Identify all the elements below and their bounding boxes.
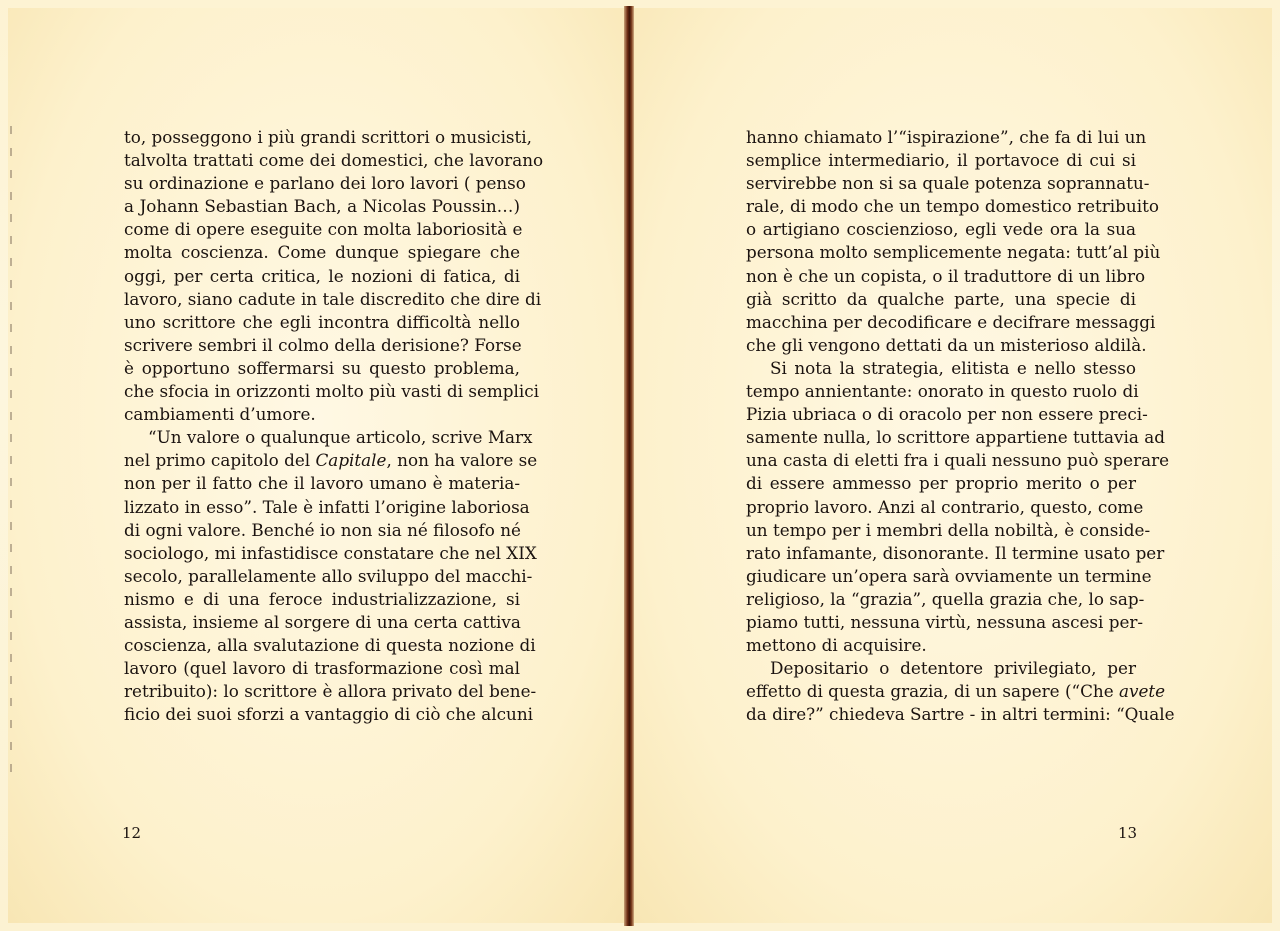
text-line: un tempo per i membri della nobiltà, è conside-	[746, 519, 1151, 540]
text-line: come di opere eseguite con molta laboriosità e	[124, 219, 523, 240]
text-line: lizzato in esso”. Tale è infatti l’origine laboriosa	[124, 496, 530, 517]
text-line: tempo annientante: onorato in questo ruolo di	[746, 381, 1139, 402]
text-line: assista, insieme al sorgere di una certa cattiva	[124, 611, 521, 632]
text-line: talvolta trattati come dei domestici, che lavorano	[124, 150, 544, 171]
text-line: molta coscienza. Come dunque spiegare che	[124, 242, 520, 263]
text-line: non per il fatto che il lavoro umano è materia-	[124, 473, 520, 494]
text-line: effetto di questa grazia, di un sapere (“Che avete	[746, 681, 1166, 702]
text-line: nismo e di una feroce industrializzazione, si	[124, 588, 520, 609]
left-page-number: 12	[122, 824, 142, 842]
text-line: piamo tutti, nessuna virtù, nessuna ascesi per-	[746, 611, 1144, 632]
text-line: samente nulla, lo scrittore appartiene tuttavia ad	[746, 427, 1165, 448]
text-line: non è che un copista, o il traduttore di un libro	[746, 265, 1146, 286]
text-line: rale, di modo che un tempo domestico retribuito	[746, 196, 1159, 217]
text-line: retribuito): lo scrittore è allora privato del bene-	[124, 681, 537, 702]
text-line: religioso, la “grazia”, quella grazia che, lo sap-	[746, 588, 1145, 609]
text-line: nel primo capitolo del Capitale, non ha valore se	[124, 450, 538, 471]
text-line: coscienza, alla svalutazione di questa nozione di	[124, 635, 536, 656]
text-line: sociologo, mi infastidisce constatare che nel XIX	[124, 542, 537, 563]
text-line: Pizia ubriaca o di oracolo per non essere preci-	[746, 404, 1148, 425]
text-line: giudicare un’opera sarà ovviamente un termine	[746, 565, 1152, 586]
right-page-body-text	[746, 126, 1175, 726]
text-line: macchina per decodificare e decifrare messaggi	[746, 311, 1156, 332]
text-line: hanno chiamato l’“ispirazione”, che fa di lui un	[746, 127, 1147, 147]
text-line: Depositario o detentore privilegiato, per	[770, 658, 1136, 679]
text-line: da dire?” chiedeva Sartre - in altri termini: “Quale	[746, 704, 1175, 725]
text-line: una casta di eletti fra i quali nessuno può sperare	[746, 450, 1170, 471]
text-line: oggi, per certa critica, le nozioni di fatica, di	[124, 265, 520, 286]
text-line: to, posseggono i più grandi scrittori o musicisti,	[124, 127, 532, 147]
text-line: a Johann Sebastian Bach, a Nicolas Poussin…)	[124, 196, 520, 217]
text-line: servirebbe non si sa quale potenza soprannatu-	[746, 173, 1150, 194]
text-line: persona molto semplicemente negata: tutt’al più	[746, 242, 1161, 263]
text-line: scrivere sembri il colmo della derisione? Forse	[124, 334, 522, 355]
text-line: di ogni valore. Benché io non sia né filosofo né	[124, 519, 521, 540]
text-line: lavoro (quel lavoro di trasformazione così mal	[124, 658, 520, 679]
left-page	[8, 8, 624, 923]
text-line: lavoro, siano cadute in tale discredito che dire di	[124, 288, 542, 309]
text-line: mettono di acquisire.	[746, 635, 927, 656]
text-line: uno scrittore che egli incontra difficoltà nello	[124, 311, 520, 332]
text-line: ficio dei suoi sforzi a vantaggio di ciò che alcuni	[124, 704, 534, 725]
text-line: o artigiano coscienzioso, egli vede ora la sua	[746, 219, 1136, 240]
text-line: proprio lavoro. Anzi al contrario, questo, come	[746, 496, 1144, 517]
text-line: secolo, parallelamente allo sviluppo del macchi-	[124, 565, 533, 586]
text-line: semplice intermediario, il portavoce di cui si	[746, 150, 1136, 171]
text-line: “Un valore o qualunque articolo, scrive Marx	[148, 427, 533, 448]
text-line: Si nota la strategia, elitista e nello stesso	[770, 357, 1136, 378]
text-line: già scritto da qualche parte, una specie di	[746, 288, 1136, 309]
right-page	[634, 8, 1272, 923]
text-line: è opportuno soffermarsi su questo problema,	[124, 357, 520, 378]
text-line: che gli vengono dettati da un misterioso aldilà.	[746, 334, 1147, 355]
text-line: che sfocia in orizzonti molto più vasti di semplici	[124, 381, 540, 402]
text-line: cambiamenti d’umore.	[124, 404, 316, 425]
book-gutter	[624, 6, 634, 926]
text-line: rato infamante, disonorante. Il termine usato per	[746, 542, 1165, 563]
text-line: di essere ammesso per proprio merito o per	[746, 473, 1136, 494]
left-page-body-text	[124, 126, 544, 726]
right-page-number: 13	[1118, 824, 1138, 842]
page-edge-marks	[8, 126, 14, 846]
text-line: su ordinazione e parlano dei loro lavori ( penso	[124, 173, 526, 194]
